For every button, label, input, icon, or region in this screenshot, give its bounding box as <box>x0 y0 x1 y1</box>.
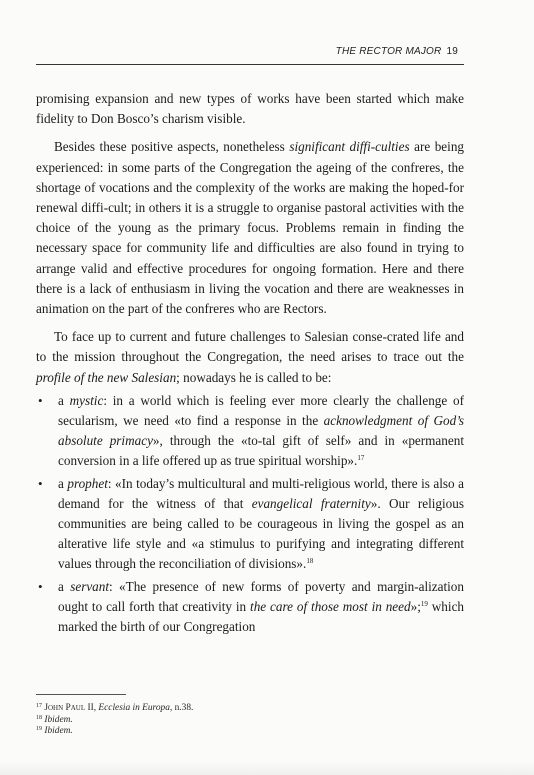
footnote-18: $^{18}$ Ibidem. <box>36 714 73 725</box>
page-bottom-edge <box>0 761 534 775</box>
page-number: 19 <box>446 46 458 57</box>
paragraph-3: To face up to current and future challenges to Salesian conse-crated life and to the mission throughout the Congregation, the need arises to trace out the profile of the new Salesian; nowadays he is called to be: <box>36 329 464 385</box>
list-item-prophet: • a prophet: «In today’s multicultural and multi-religious world, there is also a demand for the witness of that evangelical fraternity». Our religious communities are being called to be courageous in living the gospel as an alterative life style and «a stimulus to purifying and integrating different values through the reconciliation of divisions».$^{18}$ <box>38 475 464 572</box>
footnote-rule <box>36 694 126 695</box>
paragraph-2: Besides these positive aspects, nonetheless significant diffi-culties are being experienced: in some parts of the Congregation the ageing of the confreres, the shortage of vocations and the complexity of the works are making the hoped-for renewal diffi-cult; in others it is a struggle to organise pastoral activities with the choice of the young as the primary focus. Problems remain in finding the necessary space for community life and difficulties are also found in trying to arrange valid and effective procedures for ongoing formation. Here and there there is a lack of enthusiasm in living the vocation and there are weaknesses in animation on the part of the confreres who are Rectors. <box>36 139 465 317</box>
footnote-ref-18: 18 <box>306 557 314 566</box>
emphasis-significant-difficulties: significant diffi-culties <box>289 139 410 155</box>
footnotes <box>36 703 464 738</box>
bullet-icon: • <box>38 475 43 491</box>
running-header <box>336 46 458 57</box>
list-item-mystic: • a mystic: in a world which is feeling ever more clearly the challenge of secularism, we need «to find a response in the acknowledgment of God’s absolute primacy», through the «to-tal gift of self» and in «permanent conversion in a life offered up as true spiritual worship».$^{17}$ <box>38 392 464 469</box>
bullet-icon: • <box>38 578 43 594</box>
running-header-title: THE RECTOR MAJOR <box>335 46 442 57</box>
footnote-ref-19: 19 <box>420 599 428 608</box>
list-item-servant: • a servant: «The presence of new forms of poverty and margin-alization ought to call forth that creativity in the care of those most in need»;$^{19}$ which marked the birth of our Congregation <box>38 578 465 635</box>
header-rule <box>36 64 464 65</box>
body-text <box>36 89 464 639</box>
bullet-icon: • <box>38 392 43 408</box>
paragraph-1: promising expansion and new types of works have been started which make fidelity to Don Bosco’s charism visible. <box>36 91 464 127</box>
emphasis-profile-new-salesian: profile of the new Salesian <box>36 369 177 385</box>
footnote-19: $^{19}$ Ibidem. <box>36 726 73 736</box>
footnote-ref-17: 17 <box>357 454 365 463</box>
footnote-17: $^{17}$ John Paul II, Ecclesia in Europa, n.38. <box>36 703 194 713</box>
profile-list <box>36 391 464 637</box>
